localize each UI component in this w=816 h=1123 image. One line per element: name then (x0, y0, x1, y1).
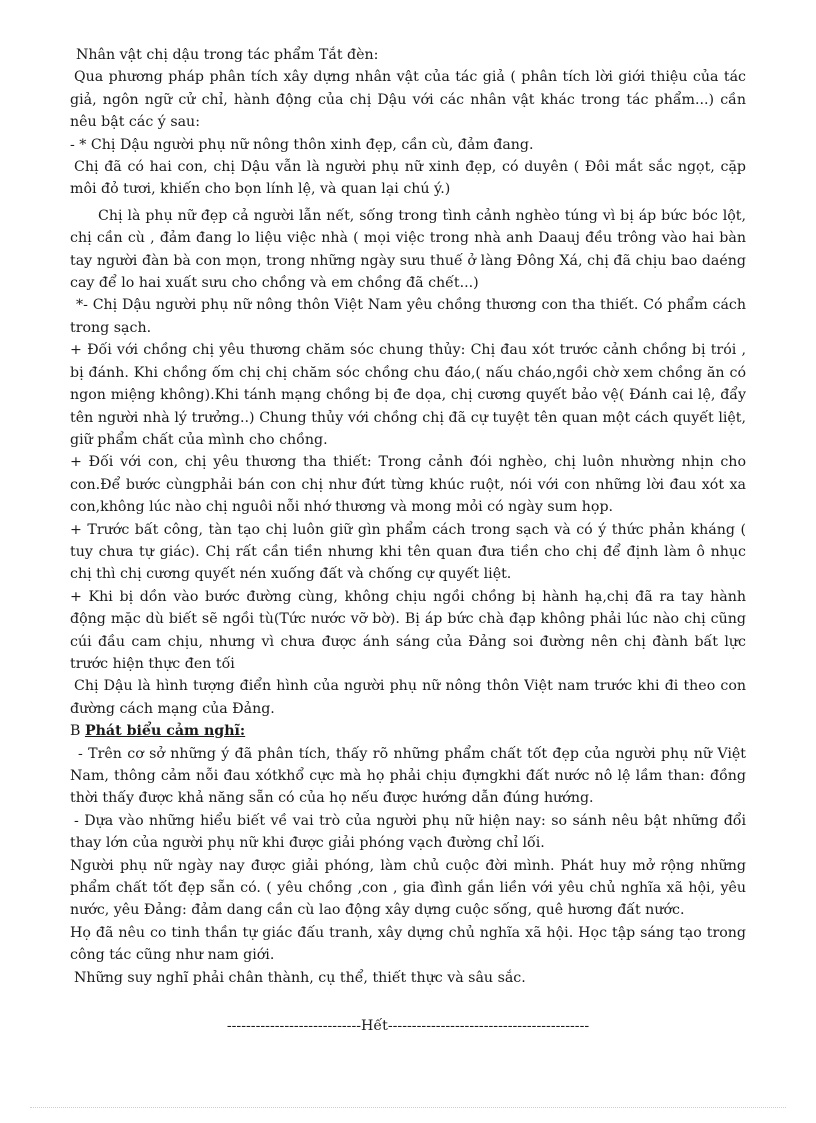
paragraph-b-4: Họ đã nêu co tinh thần tự giác đấu tranh, xây dựng chủ nghĩa xã hội. Học tập sáng tạo trong công tác cũng như nam giới. (70, 924, 746, 964)
section-b-heading (70, 720, 746, 742)
paragraph-b-1: - Trên cơ sở những ý đã phân tích, thấy rõ những phẩm chất tốt đẹp của người phụ nữ Việt Nam, thông cảm nỗi đau xótkhổ cực mà họ phải chịu đựngkhi đất nước nô lệ lầm than: đồng thời thấy được khả năng sẵn có của họ nếu được hướng dẫn đúng hướng. (70, 745, 746, 807)
paragraph-conclusion: Chị Dậu là hình tượng điển hình của người phụ nữ nông thôn Việt nam trước khi đi theo con đường cách mạng của Đảng. (70, 678, 746, 717)
paragraph-children: + Đối với con, chị yêu thương tha thiết: Trong cảnh đói nghèo, chị luôn nhường nhịn cho con.Để bước cùngphải bán con chị như đứt từng khúc ruột, nói với con những lời đau xót xa con,không lúc nào chị nguôi nỗi nhớ thương và mong mỏi có ngày sum họp. (70, 454, 746, 516)
intro-paragraph: Qua phương pháp phân tích xây dựng nhân vật của tác giả ( phân tích lời giới thiệu của tác giả, ngôn ngữ cử chỉ, hành động của chị Dậu với các nhân vật khác trong tác phẩm...) cần nêu bật các ý sau: (70, 69, 746, 131)
paragraph-beauty: Chị đã có hai con, chị Dậu vẫn là người phụ nữ xinh đẹp, có duyên ( Đôi mắt sắc ngọt, cặp môi đỏ tươi, khiến cho bọn lính lệ, và quan lại chú ý.) (70, 159, 746, 198)
paragraph-injustice: + Trước bất công, tàn tạo chị luôn giữ gìn phẩm cách trong sạch và có ý thức phản kháng ( tuy chưa tự giác). Chị rất cần tiền nhưng khi tên quan đưa tiền cho chị để định làm ô nhục chị thì chị cương quyết nén xuống đất và chống cự quyết liệt. (70, 521, 746, 583)
paragraph-b-3: Người phụ nữ ngày nay được giải phóng, làm chủ cuộc đời mình. Phát huy mở rộng những phẩm chất tốt đẹp sẵn có. ( yêu chồng ,con , gia đình gắn liền với yêu chủ nghĩa xã hội, yêu nước, yêu Đảng: đảm dang cần cù lao động xây dựng cuộc sống, quê hương đất nước. (70, 857, 746, 919)
paragraph-resistance: + Khi bị dồn vào bước đường cùng, không chịu ngồi chồng bị hành hạ,chị đã ra tay hành động mặc dù biết sẽ ngồi tù(Tức nước vỡ bờ). Bị áp bức chà đạp không phải lúc nào chị cũng cúi đầu cam chịu, nhưng vì chưa được ánh sáng của Đảng soi đường nên chị đành bất lực trước hiện thực đen tối (70, 588, 746, 672)
page-bottom-divider (30, 1107, 786, 1108)
paragraph-diligence: Chị là phụ nữ đẹp cả người lẫn nết, sống trong tình cảnh nghèo túng vì bị áp bức bóc lột, chị cần cù , đảm đang lo liệu việc nhà ( mọi việc trong nhà anh Daauj đều trông vào hai bàn tay người đàn bà con mọn, trong những ngày sưu thuế ở làng Đông Xá, chị đã chịu bao daéng cay để lo hai xuất sưu cho chồng và em chồng đã chết...) (70, 207, 746, 292)
end-marker: ----------------------------Hết------------------------------------------ (226, 1018, 590, 1035)
document-page (70, 44, 746, 1037)
section-b-prefix: B (70, 723, 85, 740)
section-title: Nhân vật chị dậu trong tác phẩm Tắt đèn: (76, 47, 379, 63)
paragraph-b-5: Những suy nghĩ phải chân thành, cụ thể, thiết thực và sâu sắc. (74, 969, 526, 986)
point-1-heading: - * Chị Dậu người phụ nữ nông thôn xinh đẹp, cần cù, đảm đang. (70, 136, 534, 153)
paragraph-b-2: - Dựa vào những hiểu biết về vai trò của người phụ nữ hiện nay: so sánh nêu bật những đổi thay lớn của người phụ nữ khi được giải phóng vạch đường chỉ lối. (70, 812, 746, 852)
section-b-label: Phát biểu cảm nghĩ: (84, 723, 246, 740)
point-2-heading: *- Chị Dậu người phụ nữ nông thôn Việt Nam yêu chồng thương con tha thiết. Có phẩm cách trong sạch. (70, 297, 746, 336)
paragraph-husband: + Đối với chồng chị yêu thương chăm sóc chung thủy: Chị đau xót trước cảnh chồng bị trói , bị đánh. Khi chồng ốm chị chị chăm sóc chồng chu đáo,( nấu cháo,ngồi chờ xem chồng ăn có ngon miệng không).Khi tánh mạng chồng bị đe dọa, chị cương quyết bảo vệ( Đánh cai lệ, đẩy tên người nhà lý trưởng..) Chung thủy với chồng chị đã cự tuyệt tên quan một cách quyết liệt, giữ phẩm chất của mình cho chồng. (70, 342, 746, 448)
